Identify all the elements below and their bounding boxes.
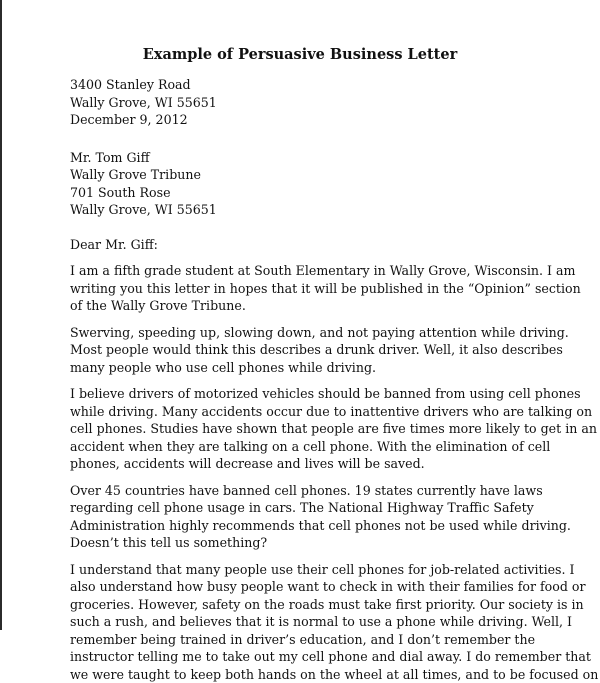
paragraph-2 [70, 324, 590, 377]
recipient-name: Mr. Tom Giff [70, 149, 590, 167]
paragraph-line: regarding cell phone usage in cars. The National Highway Traffic Safety [70, 499, 590, 517]
paragraph-line: also understand how busy people want to check in with their families for food or [70, 578, 590, 596]
recipient-organization: Wally Grove Tribune [70, 166, 590, 184]
paragraph-4 [70, 482, 590, 552]
recipient-address [70, 149, 590, 219]
paragraph-line: of the Wally Grove Tribune. [70, 297, 590, 315]
paragraph-line: I understand that many people use their cell phones for job-related activities. I [70, 561, 590, 579]
recipient-street: 701 South Rose [70, 184, 590, 202]
document-title: Example of Persuasive Business Letter [0, 46, 600, 64]
paragraph-line: accident when they are talking on a cell phone. With the elimination of cell [70, 438, 590, 456]
paragraph-line: writing you this letter in hopes that it will be published in the “Opinion” section [70, 280, 590, 298]
paragraph-line: phones, accidents will decrease and lives will be saved. [70, 455, 590, 473]
paragraph-line: Administration highly recommends that cell phones not be used while driving. [70, 517, 590, 535]
page-left-border [0, 0, 2, 630]
paragraph-line: groceries. However, safety on the roads must take first priority. Our society is in [70, 596, 590, 614]
paragraph-line: instructor telling me to take out my cell phone and dial away. I do remember that [70, 648, 590, 666]
sender-city: Wally Grove, WI 55651 [70, 94, 590, 112]
paragraph-line: cell phones. Studies have shown that people are five times more likely to get in an [70, 420, 590, 438]
sender-address [70, 76, 590, 129]
paragraph-3 [70, 385, 590, 473]
paragraph-line: I am a fifth grade student at South Elementary in Wally Grove, Wisconsin. I am [70, 262, 590, 280]
paragraph-line: Swerving, speeding up, slowing down, and not paying attention while driving. [70, 324, 590, 342]
paragraph-5 [70, 561, 590, 683]
paragraph-line: we were taught to keep both hands on the wheel at all times, and to be focused on [70, 666, 590, 683]
sender-street: 3400 Stanley Road [70, 76, 590, 94]
paragraph-line: I believe drivers of motorized vehicles should be banned from using cell phones [70, 385, 590, 403]
paragraph-line: Doesn’t this tell us something? [70, 534, 590, 552]
paragraph-line: while driving. Many accidents occur due to inattentive drivers who are talking on [70, 403, 590, 421]
paragraph-line: such a rush, and believes that it is normal to use a phone while driving. Well, I [70, 613, 590, 631]
salutation-text: Dear Mr. Giff: [70, 236, 590, 254]
paragraph-1 [70, 262, 590, 315]
salutation [70, 236, 590, 254]
paragraph-line: Over 45 countries have banned cell phones. 19 states currently have laws [70, 482, 590, 500]
paragraph-line: Most people would think this describes a drunk driver. Well, it also describes [70, 341, 590, 359]
letter-date: December 9, 2012 [70, 111, 590, 129]
recipient-city: Wally Grove, WI 55651 [70, 201, 590, 219]
paragraph-line: remember being trained in driver’s education, and I don’t remember the [70, 631, 590, 649]
letter-body [70, 46, 590, 683]
paragraph-line: many people who use cell phones while driving. [70, 359, 590, 377]
